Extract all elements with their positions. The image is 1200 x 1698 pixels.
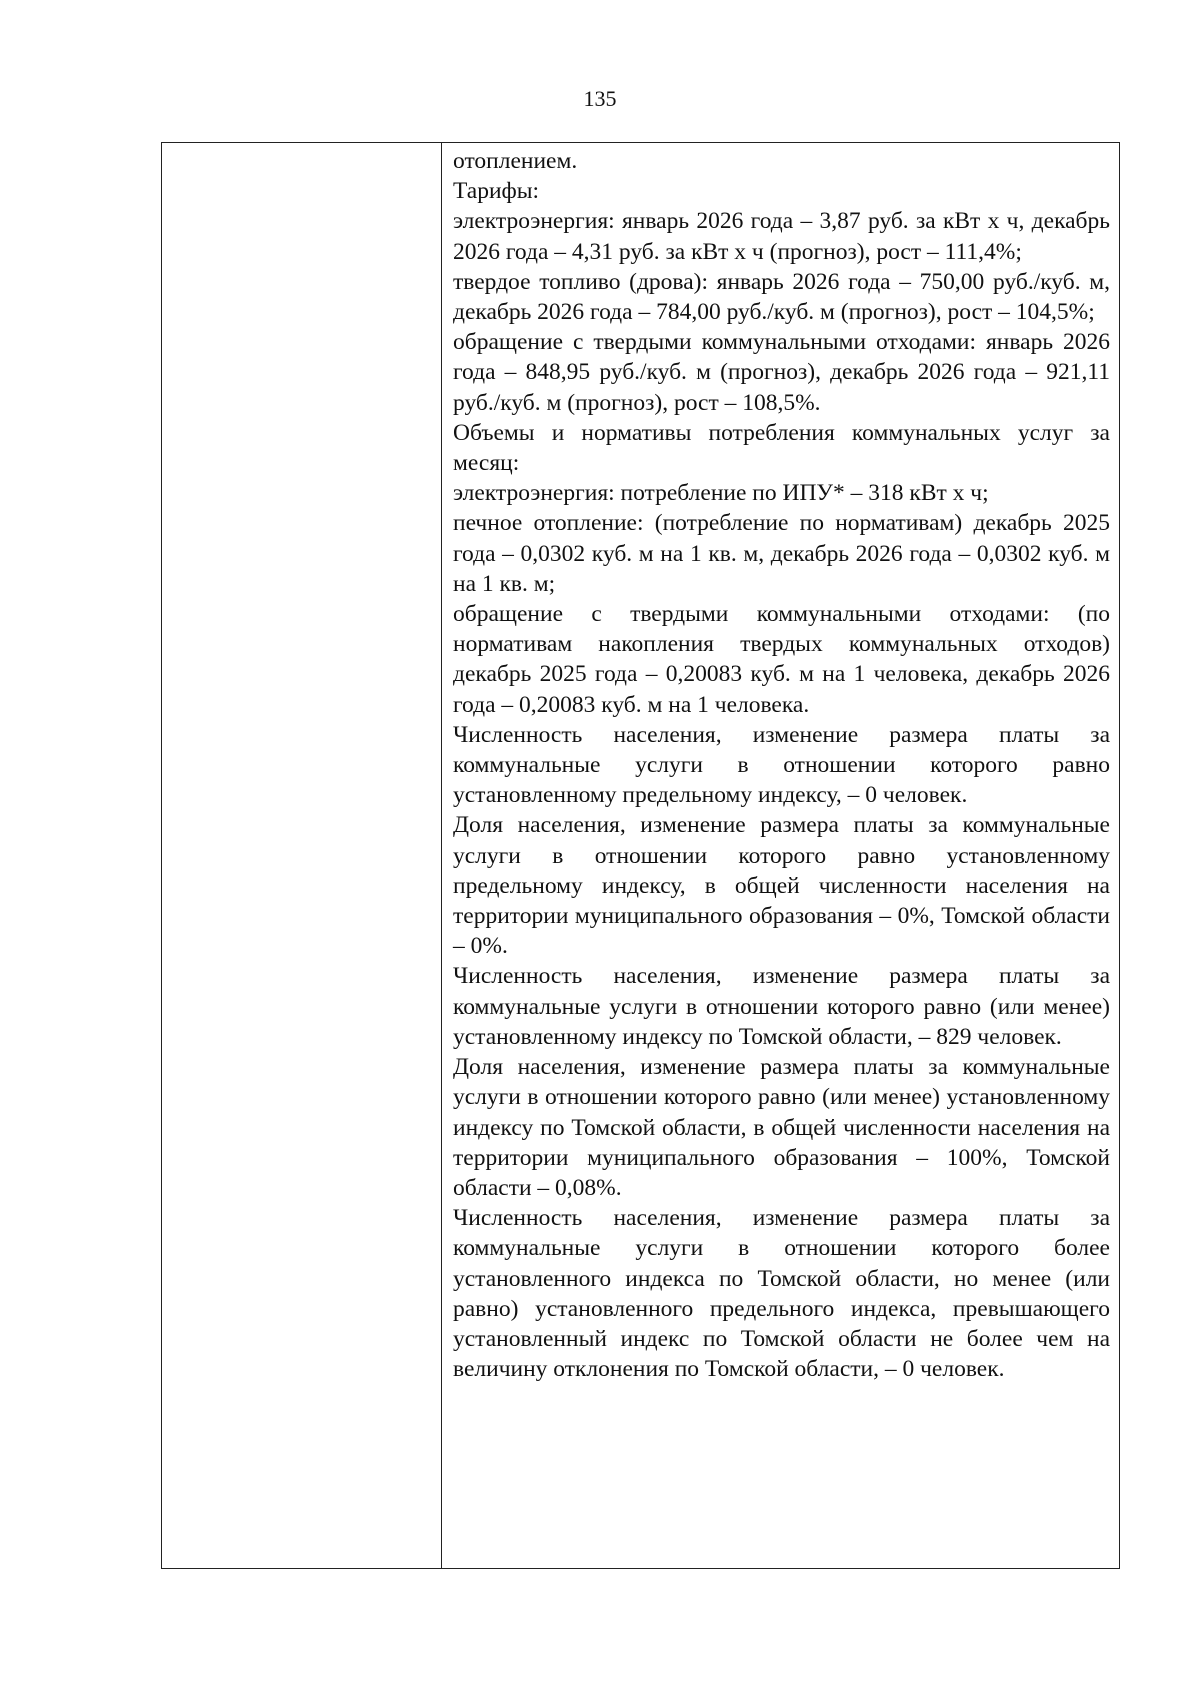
paragraph-tariff-solid-fuel: твердое топливо (дрова): январь 2026 года – 750,00 руб./куб. м, декабрь 2026 года – 784,00 руб./куб. м (прогноз), рост – 104,5%; (453, 268, 1110, 326)
table-cell-left (162, 143, 442, 1568)
paragraph-volume-waste: обращение с твердыми коммунальными отходами: (по нормативам накопления твердых коммунальных отходов) декабрь 2025 года – 0,20083 куб. м на 1 человека, декабрь 2026 года – 0,20083 куб. м на 1 человека. (453, 601, 1110, 718)
paragraph-share-equal-limit: Доля населения, изменение размера платы за коммунальные услуги в отношении которого равно установленному предельному индексу, в общей численности населения на территории муниципального образования – 0%, Томской области – 0%. (453, 812, 1110, 960)
paragraph-population-above-index: Численность населения, изменение размера платы за коммунальные услуги в отношении которого более установленного индекса по Томской области, но менее (или равно) установленного предельного индекса, превышающего установленный индекс по Томской области не более чем на величину отклонения по Томской области, – 0 человек. (453, 1205, 1110, 1383)
paragraph-volume-stove-heating: печное отопление: (потребление по нормативам) декабрь 2025 года – 0,0302 куб. м на 1 кв. м, декабрь 2026 года – 0,0302 куб. м на 1 кв. м; (453, 510, 1110, 597)
paragraph-share-equal-or-less: Доля населения, изменение размера платы за коммунальные услуги в отношении которого равно (или менее) установленному индексу по Томской области, в общей численности населения на территории муниципального образования – 100%, Томской области – 0,08%. (453, 1054, 1110, 1201)
paragraph-volume-electricity: электроэнергия: потребление по ИПУ* – 318 кВт х ч; (453, 480, 989, 507)
document-table (161, 142, 1120, 1569)
paragraph-tariff-waste: обращение с твердыми коммунальными отходами: январь 2026 года – 848,95 руб./куб. м (прогноз), декабрь 2026 года – 921,11 руб./куб. м (прогноз), рост – 108,5%. (453, 329, 1110, 416)
paragraph-heating-end: отоплением. (453, 148, 578, 174)
paragraph-population-equal-or-less: Численность населения, изменение размера платы за коммунальные услуги в отношении которого равно (или менее) установленному индексу по Томской области, – 829 человек. (453, 963, 1110, 1050)
paragraph-volumes-heading: Объемы и нормативы потребления коммунальных услуг за месяц: (453, 419, 1110, 477)
page-number: 135 (583, 86, 617, 111)
table-cell-right (442, 143, 1119, 1568)
paragraph-tariffs-heading: Тарифы: (453, 178, 540, 205)
paragraph-population-equal-limit: Численность населения, изменение размера платы за коммунальные услуги в отношении которого равно установленному предельному индексу, – 0 человек. (453, 721, 1110, 809)
paragraph-tariff-electricity: электроэнергия: январь 2026 года – 3,87 руб. за кВт х ч, декабрь 2026 года – 4,31 руб. за кВт х ч (прогноз), рост – 111,4%; (453, 208, 1110, 265)
